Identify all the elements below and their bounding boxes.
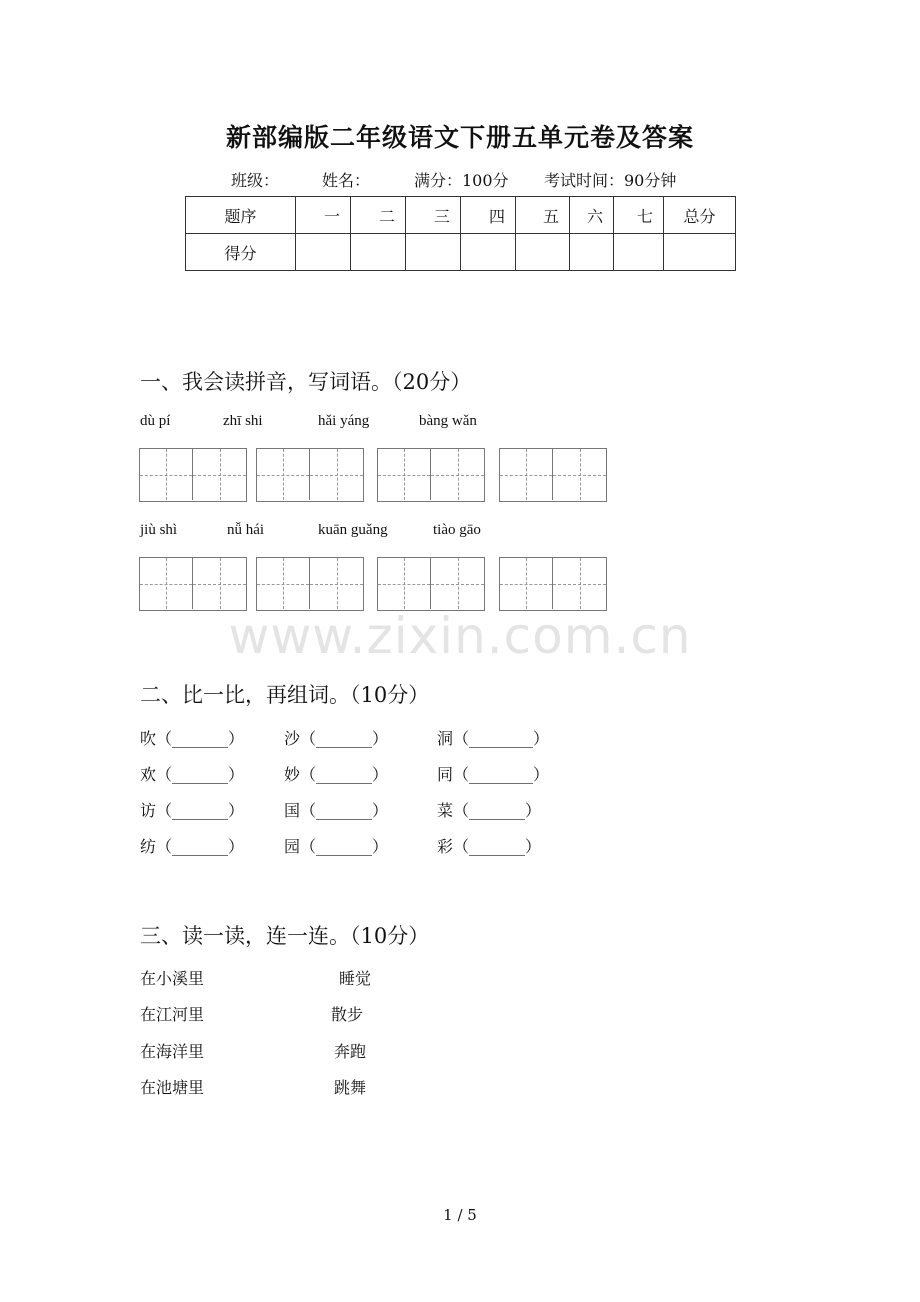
section2-heading: 二、比一比，再组词。（10分）	[140, 683, 430, 707]
full-score-label: 满分：100分	[414, 171, 509, 190]
writing-grid[interactable]	[256, 448, 364, 502]
writing-grid[interactable]	[499, 448, 607, 502]
writing-grid[interactable]	[256, 557, 364, 611]
header-cell-7: 七	[614, 197, 664, 234]
word-item: 纺（_______）	[140, 837, 245, 856]
header-cell-total: 总分	[664, 197, 736, 234]
pinyin-label: jiù shì	[140, 522, 178, 538]
score-cell[interactable]	[614, 234, 664, 271]
match-right-item: 跳舞	[334, 1078, 367, 1097]
score-cell[interactable]	[406, 234, 461, 271]
document-title: 新部编版二年级语文下册五单元卷及答案	[225, 123, 694, 152]
header-cell-6: 六	[570, 197, 614, 234]
word-item: 欢（_______）	[140, 765, 245, 784]
match-right-item: 散步	[331, 1005, 364, 1024]
word-item: 访（_______）	[140, 801, 245, 820]
writing-grid[interactable]	[377, 448, 485, 502]
word-item: 国（_______）	[284, 801, 389, 820]
name-label: 姓名：	[322, 171, 371, 190]
score-table	[185, 196, 736, 271]
page-number: 1 / 5	[443, 1206, 477, 1224]
score-row-label: 得分	[186, 234, 296, 271]
pinyin-label: bàng wǎn	[419, 413, 477, 429]
score-cell[interactable]	[664, 234, 736, 271]
match-right-item: 奔跑	[334, 1042, 367, 1061]
header-cell-4: 四	[461, 197, 516, 234]
word-item: 园（_______）	[284, 837, 389, 856]
word-item: 沙（_______）	[284, 729, 389, 748]
score-cell[interactable]	[296, 234, 351, 271]
word-item: 洞（________）	[437, 729, 550, 748]
match-left-item: 在小溪里	[140, 969, 205, 988]
match-left-item: 在池塘里	[140, 1078, 205, 1097]
word-item: 吹（_______）	[140, 729, 245, 748]
writing-grid[interactable]	[139, 557, 247, 611]
section1-heading: 一、我会读拼音，写词语。（20分）	[140, 370, 472, 394]
header-cell-1: 一	[296, 197, 351, 234]
header-cell-order: 题序	[186, 197, 296, 234]
writing-grid[interactable]	[139, 448, 247, 502]
score-cell[interactable]	[461, 234, 516, 271]
match-left-item: 在江河里	[140, 1005, 205, 1024]
pinyin-label: tiào gāo	[433, 522, 481, 538]
word-item: 彩（_______）	[437, 837, 542, 856]
class-label: 班级：	[231, 171, 280, 190]
pinyin-label: hǎi yáng	[318, 413, 370, 429]
watermark: www.zixin.com.cn	[228, 607, 692, 665]
score-table-header-row	[186, 197, 736, 234]
pinyin-label: nǚ hái	[227, 522, 265, 538]
score-cell[interactable]	[516, 234, 570, 271]
pinyin-label: kuān guǎng	[318, 522, 388, 538]
header-cell-5: 五	[516, 197, 570, 234]
word-item: 菜（_______）	[437, 801, 542, 820]
word-item: 同（________）	[437, 765, 550, 784]
match-left-item: 在海洋里	[140, 1042, 205, 1061]
writing-grid[interactable]	[377, 557, 485, 611]
match-right-item: 睡觉	[339, 969, 372, 988]
writing-grid[interactable]	[499, 557, 607, 611]
pinyin-label: zhī shi	[223, 413, 263, 429]
section3-heading: 三、读一读，连一连。（10分）	[140, 924, 430, 948]
header-cell-3: 三	[406, 197, 461, 234]
word-item: 妙（_______）	[284, 765, 389, 784]
pinyin-label: dù pí	[140, 413, 171, 429]
score-cell[interactable]	[351, 234, 406, 271]
time-label: 考试时间：90分钟	[544, 171, 677, 190]
score-table-score-row	[186, 234, 736, 271]
header-cell-2: 二	[351, 197, 406, 234]
score-cell[interactable]	[570, 234, 614, 271]
